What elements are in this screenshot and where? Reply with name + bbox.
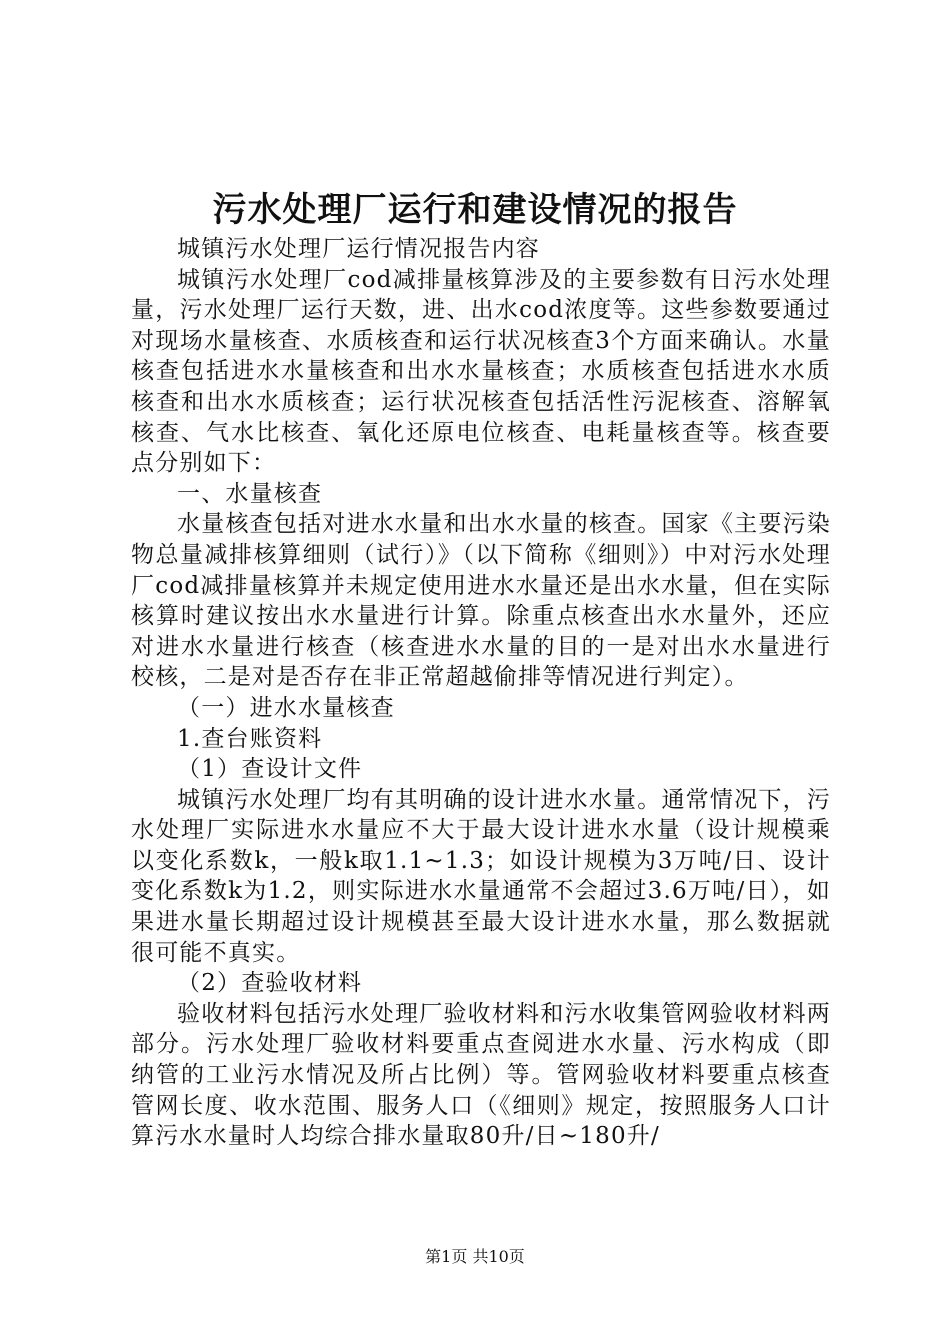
section-heading: 1.查台账资料: [177, 725, 323, 752]
paragraph: 验收材料包括污水处理厂验收材料和污水收集管网验收材料两部分。污水处理厂验收材料要重点查阅进水水量、污水构成（即纳管的工业污水情况及所占比例）等。管网验收材料要重点核查管网长度、收水范围、服务人口（《细则》规定，按照服务人口计算污水水量时人均综合排水量取80升/日~180升/: [131, 1000, 831, 1150]
paragraph: 城镇污水处理厂均有其明确的设计进水水量。通常情况下，污水处理厂实际进水水量应不大于最大设计进水水量（设计规模乘以变化系数k，一般k取1.1~1.3；如设计规模为3万吨/日、设计变化系数k为1.2，则实际进水水量通常不会超过3.6万吨/日），如果进水量长期超过设计规模甚至最大设计进水水量，那么数据就很可能不真实。: [131, 786, 831, 966]
section-heading: （一）进水水量核查: [177, 694, 395, 721]
section-heading: （2）查验收材料: [177, 970, 363, 997]
document-body: [131, 234, 831, 1152]
section-heading: （1）查设计文件: [177, 756, 363, 783]
paragraph: 城镇污水处理厂cod减排量核算涉及的主要参数有日污水处理量，污水处理厂运行天数，进、出水cod浓度等。这些参数要通过对现场水量核查、水质核查和运行状况核查3个方面来确认。水量核查包括进水水量核查和出水水量核查；水质核查包括进水水质核查和出水水质核查；运行状况核查包括活性污泥核查、溶解氧核查、气水比核查、氧化还原电位核查、电耗量核查等。核查要点分别如下：: [131, 266, 831, 477]
paragraph: 水量核查包括对进水水量和出水水量的核查。国家《主要污染物总量减排核算细则（试行）》（以下简称《细则》）中对污水处理厂cod减排量核算并未规定使用进水水量还是出水水量，但在实际核算时建议按出水水量进行计算。除重点核查出水水量外，还应对进水水量进行核查（核查进水水量的目的一是对出水水量进行校核，二是对是否存在非正常超越偷排等情况进行判定）。: [131, 511, 831, 691]
page-number-footer: 第1页 共10页: [425, 1247, 525, 1266]
section-heading: 一、水量核查: [177, 480, 323, 507]
document-title: 污水处理厂运行和建设情况的报告: [212, 190, 738, 230]
paragraph-subtitle: 城镇污水处理厂运行情况报告内容: [177, 236, 540, 262]
